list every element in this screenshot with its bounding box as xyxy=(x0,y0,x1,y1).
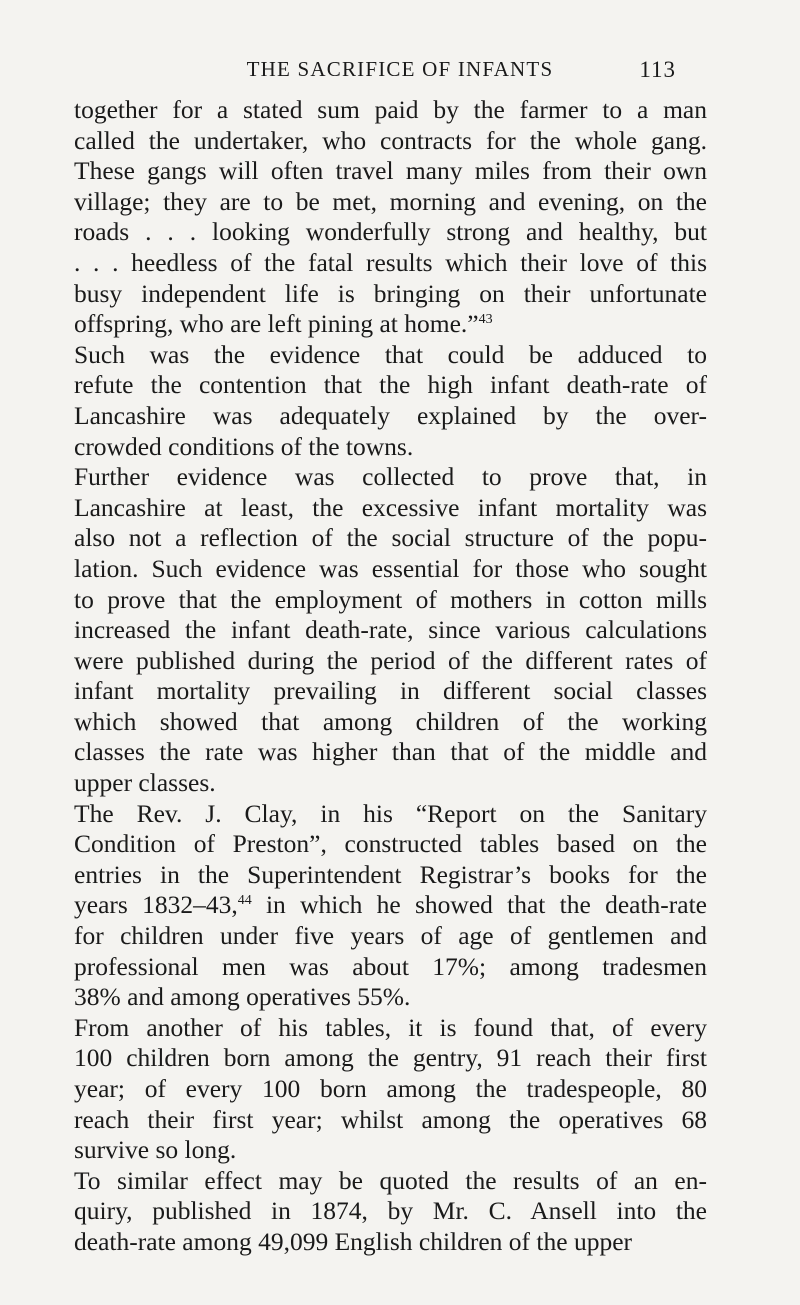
text-line xyxy=(74,309,707,340)
text-line xyxy=(74,493,707,524)
line-text: upper classes. xyxy=(74,768,216,798)
text-line xyxy=(74,829,707,860)
line-text: Lancashire was adequately explained by the over- xyxy=(74,400,707,430)
text-line xyxy=(74,1196,707,1227)
text-line xyxy=(74,1227,707,1258)
line-text: entries in the Superintendent Registrar’s books for the xyxy=(74,859,707,889)
line-text: together for a stated sum paid by the farmer to a man xyxy=(74,95,707,124)
line-text: To similar effect may be quoted the results of an en- xyxy=(74,1165,707,1195)
line-text: village; they are to be met, morning and evening, on the xyxy=(74,186,707,216)
page-number: 113 xyxy=(639,57,676,82)
text-line xyxy=(74,1013,707,1044)
line-text: called the undertaker, who contracts for the whole gang. xyxy=(74,125,707,155)
line-text: offspring, who are left pining at home.” xyxy=(74,309,479,339)
text-line xyxy=(74,707,707,738)
footnote-reference: 43 xyxy=(478,312,493,328)
line-text-continued: in which he showed that the death-rate xyxy=(251,890,707,920)
text-line xyxy=(74,126,707,157)
text-line xyxy=(74,737,707,768)
text-line xyxy=(74,860,707,891)
text-line xyxy=(74,799,707,830)
text-line xyxy=(74,615,707,646)
text-line xyxy=(74,523,707,554)
text-line xyxy=(74,952,707,983)
text-line xyxy=(74,462,707,493)
text-line xyxy=(74,370,707,401)
text-line xyxy=(74,1105,707,1136)
line-text: years 1832–43, xyxy=(74,890,238,920)
text-line xyxy=(74,554,707,585)
text-line xyxy=(74,1166,707,1197)
text-line xyxy=(74,646,707,677)
line-text: survive so long. xyxy=(74,1135,237,1165)
running-head-title: THE SACRIFICE OF INFANTS xyxy=(246,57,554,81)
text-line xyxy=(74,432,707,463)
line-text: Such was the evidence that could be adduced to xyxy=(74,339,707,369)
line-text: The Rev. J. Clay, in his “Report on the Sanitary xyxy=(74,798,707,828)
line-text: roads . . . looking wonderfully strong and healthy, but xyxy=(74,217,707,247)
line-text: Further evidence was collected to prove that, in xyxy=(74,462,707,492)
text-line xyxy=(74,982,707,1013)
text-line xyxy=(74,1135,707,1166)
line-text: Condition of Preston”, constructed tables based on the xyxy=(74,829,707,859)
line-text: classes the rate was higher than that of the middle and xyxy=(74,737,707,767)
text-line xyxy=(74,1074,707,1105)
line-text: death-rate among 49,099 English children of the upper xyxy=(74,1226,632,1256)
line-text: reach their first year; whilst among the operatives 68 xyxy=(74,1104,707,1134)
text-line xyxy=(74,217,707,248)
line-text: Lancashire at least, the excessive infant mortality was xyxy=(74,492,707,522)
text-line xyxy=(74,890,707,921)
line-text: crowded conditions of the towns. xyxy=(74,431,414,461)
footnote-reference: 44 xyxy=(237,893,252,909)
line-text: These gangs will often travel many miles from their own xyxy=(74,156,707,186)
line-text: also not a reflection of the social structure of the popu- xyxy=(74,523,707,553)
line-text: quiry, published in 1874, by Mr. C. Ansell into the xyxy=(74,1196,707,1226)
text-line xyxy=(74,95,707,126)
line-text: were published during the period of the different rates of xyxy=(74,645,707,675)
line-text: busy independent life is bringing on their unfortunate xyxy=(74,278,707,308)
line-text: From another of his tables, it is found that, of every xyxy=(74,1012,707,1042)
line-text: . . . heedless of the fatal results which their love of this xyxy=(74,247,707,277)
text-line xyxy=(74,676,707,707)
text-line xyxy=(74,401,707,432)
text-line xyxy=(74,187,707,218)
line-text: increased the infant death-rate, since various calculations xyxy=(74,615,707,645)
line-text: for children under five years of age of gentlemen and xyxy=(74,921,707,951)
text-line xyxy=(74,1043,707,1074)
line-text: lation. Such evidence was essential for those who sought xyxy=(74,553,707,583)
line-text: 38% and among operatives 55%. xyxy=(74,982,411,1012)
line-text: 100 children born among the gentry, 91 reach their first xyxy=(74,1043,707,1073)
body-text xyxy=(74,95,707,1258)
text-line xyxy=(74,248,707,279)
text-line xyxy=(74,279,707,310)
line-text: which showed that among children of the working xyxy=(74,706,707,736)
line-text: year; of every 100 born among the tradespeople, 80 xyxy=(74,1074,707,1103)
text-line xyxy=(74,768,707,799)
text-line xyxy=(74,921,707,952)
line-text: to prove that the employment of mothers in cotton mills xyxy=(74,584,707,614)
line-text: infant mortality prevailing in different social classes xyxy=(74,676,707,706)
text-line xyxy=(74,156,707,187)
text-line xyxy=(74,340,707,371)
line-text: professional men was about 17%; among tradesmen xyxy=(74,951,707,981)
text-line xyxy=(74,585,707,616)
line-text: refute the contention that the high infant death-rate of xyxy=(74,370,707,400)
